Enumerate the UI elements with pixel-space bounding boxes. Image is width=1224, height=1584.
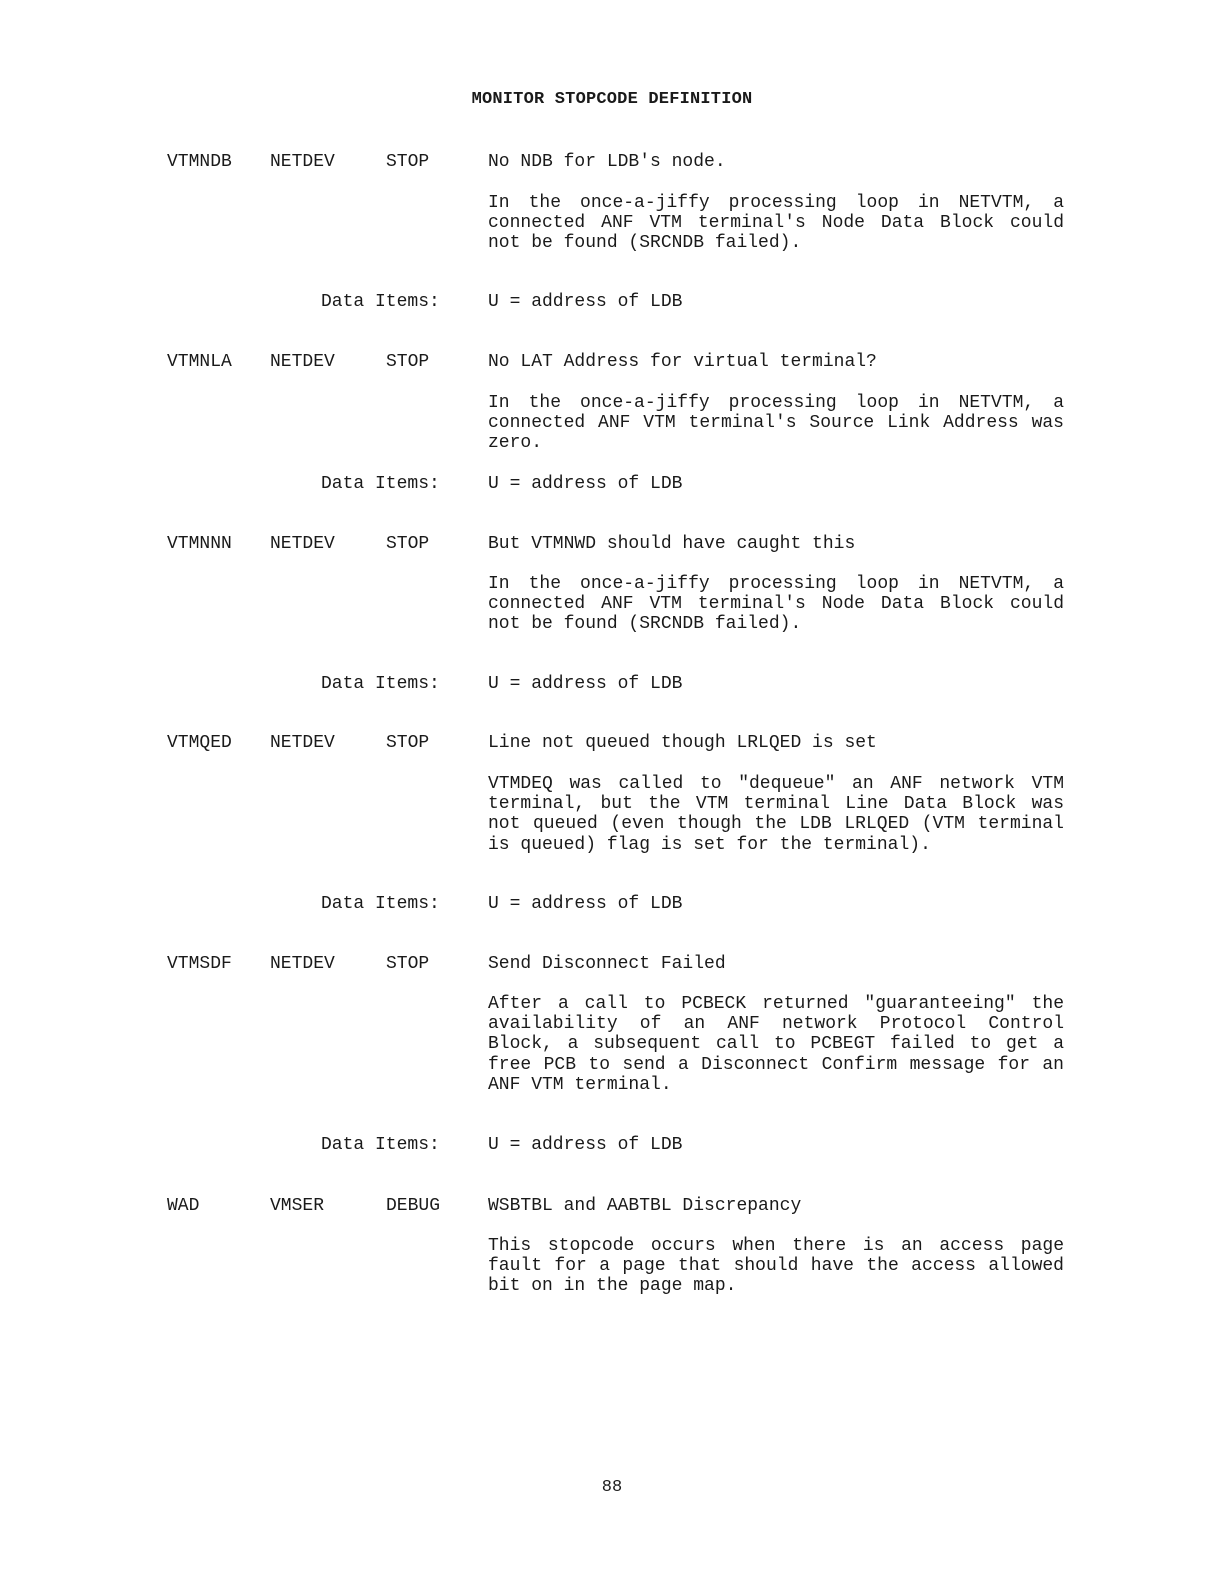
stopcode-module: NETDEV xyxy=(270,152,335,172)
stopcode-module: NETDEV xyxy=(270,733,335,753)
data-items-label: Data Items: xyxy=(321,474,440,494)
data-items-label: Data Items: xyxy=(321,292,440,312)
stopcode-summary: Line not queued though LRLQED is set xyxy=(488,733,877,753)
data-items-value: U = address of LDB xyxy=(488,1135,683,1155)
stopcode-name: WAD xyxy=(167,1196,200,1216)
stopcode-type: STOP xyxy=(386,152,430,172)
stopcode-summary: No LAT Address for virtual terminal? xyxy=(488,352,877,372)
stopcode-name: VTMNDB xyxy=(167,152,232,172)
data-items-value: U = address of LDB xyxy=(488,894,683,914)
stopcode-summary: WSBTBL and AABTBL Discrepancy xyxy=(488,1196,802,1216)
stopcode-description: This stopcode occurs when there is an access page fault for a page that should have the access allowed bit on in the page map. xyxy=(488,1236,1064,1297)
data-items-label: Data Items: xyxy=(321,674,440,694)
data-items-label: Data Items: xyxy=(321,894,440,914)
stopcode-summary: No NDB for LDB's node. xyxy=(488,152,726,172)
stopcode-description: After a call to PCBECK returned "guaranteeing" the availability of an ANF network Protocol Control Block, a subsequent call to PCBEGT failed to get a free PCB to send a Disconnect Confirm message for an ANF VTM terminal. xyxy=(488,994,1064,1095)
data-items-value: U = address of LDB xyxy=(488,474,683,494)
stopcode-module: NETDEV xyxy=(270,954,335,974)
stopcode-name: VTMQED xyxy=(167,733,232,753)
data-items-value: U = address of LDB xyxy=(488,674,683,694)
stopcode-module: VMSER xyxy=(270,1196,325,1216)
stopcode-type: STOP xyxy=(386,352,430,372)
stopcode-type: STOP xyxy=(386,733,430,753)
stopcode-type: DEBUG xyxy=(386,1196,441,1216)
stopcode-module: NETDEV xyxy=(270,352,335,372)
data-items-label: Data Items: xyxy=(321,1135,440,1155)
stopcode-summary: But VTMNWD should have caught this xyxy=(488,534,856,554)
stopcode-description: VTMDEQ was called to "dequeue" an ANF network VTM terminal, but the VTM terminal Line Data Block was not queued (even though the LDB LRLQED (VTM terminal is queued) flag is set for the terminal). xyxy=(488,774,1064,855)
page-title: MONITOR STOPCODE DEFINITION xyxy=(471,90,753,109)
data-items-value: U = address of LDB xyxy=(488,292,683,312)
stopcode-summary: Send Disconnect Failed xyxy=(488,954,726,974)
stopcode-type: STOP xyxy=(386,534,430,554)
stopcode-name: VTMNNN xyxy=(167,534,232,554)
stopcode-name: VTMSDF xyxy=(167,954,232,974)
stopcode-module: NETDEV xyxy=(270,534,335,554)
page-number: 88 xyxy=(601,1478,623,1497)
stopcode-name: VTMNLA xyxy=(167,352,232,372)
stopcode-description: In the once-a-jiffy processing loop in NETVTM, a connected ANF VTM terminal's Node Data Block could not be found (SRCNDB failed). xyxy=(488,193,1064,254)
stopcode-type: STOP xyxy=(386,954,430,974)
stopcode-description: In the once-a-jiffy processing loop in NETVTM, a connected ANF VTM terminal's Node Data Block could not be found (SRCNDB failed). xyxy=(488,574,1064,635)
stopcode-description: In the once-a-jiffy processing loop in NETVTM, a connected ANF VTM terminal's Source Link Address was zero. xyxy=(488,393,1064,454)
